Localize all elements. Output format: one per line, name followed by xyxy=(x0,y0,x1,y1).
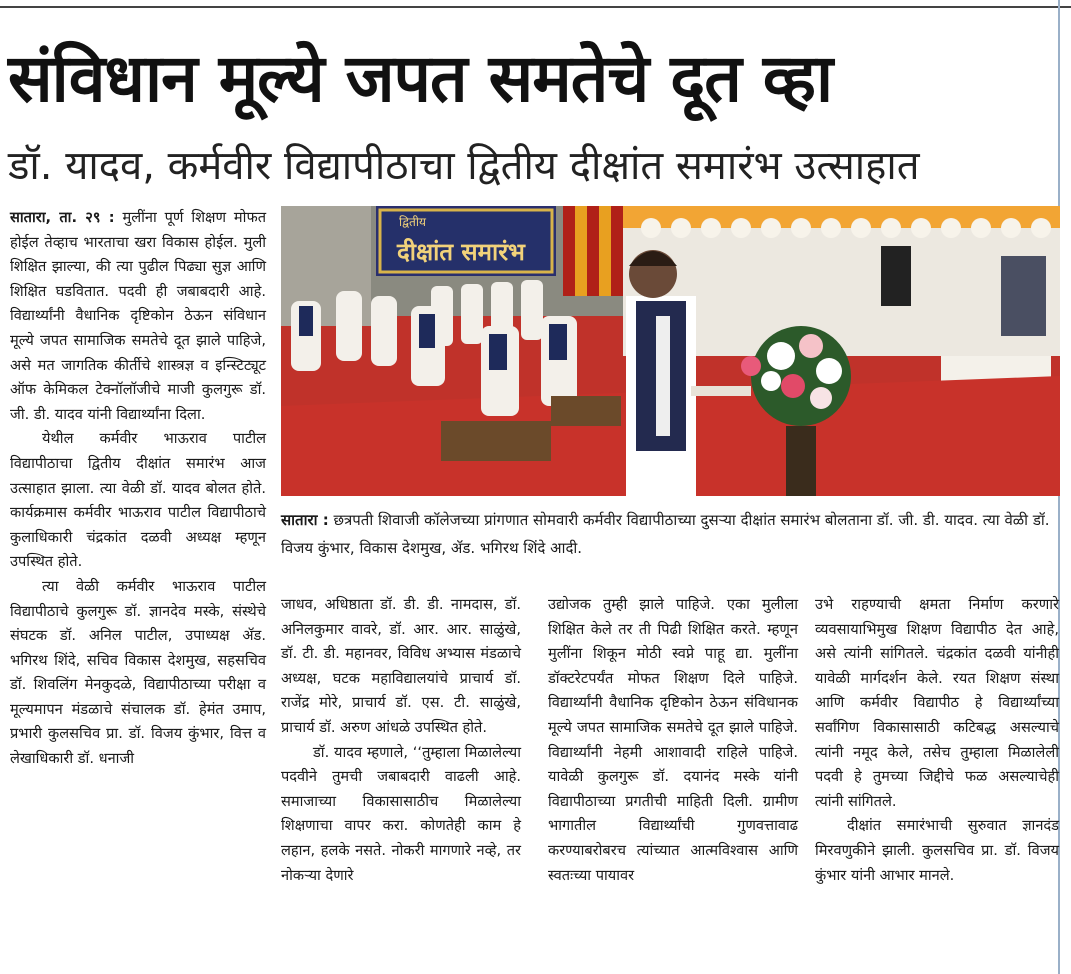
article-column-2 xyxy=(281,593,521,888)
banner-large-text: दीक्षांत समारंभ xyxy=(397,238,525,266)
paragraph: उद्योजक तुम्ही झाले पाहिजे. एका मुलीला शिक्षित केले तर ती पिढी शिक्षित करते. म्हणून मुलींना शिकून मोठी स्वप्ने पाहू द्या. मुलींना डॉक्टरेटपर्यंत मोफत शिक्षण दिले पाहिजे. विद्यार्थ्यांनी वैधानिक दृष्टिकोन ठेऊन संविधानक मूल्ये जपत सामाजिक समतेचे दूत झाले पाहिजे. विद्यार्थ्यांनी नेहमी आशावादी राहिले पाहिजे. यावेळी कुलगुरू डॉ. दयानंद मस्के यांनी विद्यापीठाच्या प्रगतीची माहिती दिली. ग्रामीण भागातील विद्यार्थ्यांची गुणवत्तावाढ करण्याबरोबरच त्यांच्यात आत्मविश्वास आणि स्वतःच्या पायावर xyxy=(548,596,798,884)
caption-lead: सातारा : xyxy=(281,511,329,529)
paragraph xyxy=(10,206,266,427)
dateline: सातारा, ता. २९ : xyxy=(10,209,115,226)
article-column-1 xyxy=(10,206,266,772)
top-rule xyxy=(0,6,1071,8)
article-column-3 xyxy=(548,593,798,888)
paragraph: दीक्षांत समारंभाची सुरुवात ज्ञानदंड मिरवणुकीने झाली. कुलसचिव प्रा. डॉ. विजय कुंभार यांनी आभार मानले. xyxy=(815,817,1059,884)
paragraph: येथील कर्मवीर भाऊराव पाटील विद्यापीठाचा द्वितीय दीक्षांत समारंभ आज उत्साहात झाला. त्या वेळी डॉ. यादव बोलत होते. कार्यक्रमास कर्मवीर भाऊराव पाटील विद्यापीठाचे कुलाधिकारी चंद्रकांत दळवी अध्यक्ष म्हणून उपस्थित होते. xyxy=(10,430,266,571)
ceremony-photo xyxy=(281,206,1060,496)
paragraph: त्या वेळी कर्मवीर भाऊराव पाटील विद्यापीठाचे कुलगुरू डॉ. ज्ञानदेव मस्के, संस्थेचे संघटक डॉ. अनिल पाटील, उपाध्यक्ष ॲड. भगिरथ शिंदे, सचिव विकास देशमुख, सहसचिव डॉ. शिवलिंग मेनकुदळे, विद्यापीठाच्या परीक्षा व मूल्यमापन मंडळाचे संचालक डॉ. हेमंत उमाप, प्रभारी कुलसचिव प्रा. डॉ. विजय कुंभार, वित्त व लेखाधिकारी डॉ. धनाजी xyxy=(10,577,266,768)
paragraph: जाधव, अधिष्ठाता डॉ. डी. डी. नामदास, डॉ. अनिलकुमार वावरे, डॉ. आर. आर. साळुंखे, डॉ. टी. डी. महानवर, विविध अभ्यास मंडळाचे अध्यक्ष, घटक महाविद्यालयांचे प्राचार्य डॉ. राजेंद्र मोरे, प्राचार्य डॉ. एस. टी. साळुंखे, प्राचार्य डॉ. अरुण आंधळे उपस्थित होते. xyxy=(281,596,521,736)
subheadline: डॉ. यादव, कर्मवीर विद्यापीठाचा द्वितीय दीक्षांत समारंभ उत्साहात xyxy=(8,143,920,189)
article-column-4 xyxy=(815,593,1059,888)
ceremony-photo-illustration xyxy=(281,206,1060,496)
banner-small-text: द्वितीय xyxy=(399,215,426,229)
paragraph: डॉ. यादव म्हणाले, ‘‘तुम्हाला मिळालेल्या पदवीने तुमची जबाबदारी वाढली आहे. समाजाच्या विकासासाठीच मिळालेल्या शिक्षणाचा वापर करा. कोणतेही काम हे लहान, हलके नसते. नोकरी मागणारे नव्हे, तर नोकऱ्या देणारे xyxy=(281,743,521,884)
paragraph-text: मुलींना पूर्ण शिक्षण मोफत होईल तेव्हाच भारताचा खरा विकास होईल. मुली शिक्षित झाल्या, की त्या पुढील पिढ्या सुज्ञ आणि शिक्षित घडवितात. पदवी ही जबाबदारी आहे. विद्यार्थ्यांनी वैधानिक दृष्टिकोन ठेऊन संविधान मूल्ये जपत सामाजिक समतेचे दूत झाले पाहिजे, असे मत जागतिक कीर्तीचे शास्त्रज्ञ व इन्स्टिट्यूट ऑफ केमिकल टेक्नॉलॉजीचे माजी कुलगुरू डॉ. जी. डी. यादव यांनी विद्यार्थ्यांना दिला. xyxy=(10,209,267,423)
photo-caption xyxy=(281,506,1055,562)
paragraph: उभे राहण्याची क्षमता निर्माण करणारे व्यवसायाभिमुख शिक्षण विद्यापीठ देत आहे, असे त्यांनी सांगितले. चंद्रकांत दळवी यांनीही यावेळी मार्गदर्शन केले. रयत शिक्षण संस्था आणि कर्मवीर विद्यापीठ हे विद्यार्थ्यांच्या सर्वांगिण विकासासाठी कटिबद्ध असल्याचे त्यांनी नमूद केले, तसेच तुम्हाला मिळालेली पदवी हे तुमच्या जिद्दीचे फळ असल्याचेही त्यांनी सांगितले. xyxy=(815,596,1059,810)
caption-text: छत्रपती शिवाजी कॉलेजच्या प्रांगणात सोमवारी कर्मवीर विद्यापीठाच्या दुसऱ्या दीक्षांत समारंभ बोलताना डॉ. जी. डी. यादव. त्या वेळी डॉ. विजय कुंभार, विकास देशमुख, ॲड. भगिरथ शिंदे आदी. xyxy=(281,511,1050,557)
headline: संविधान मूल्ये जपत समतेचे दूत व्हा xyxy=(8,40,833,117)
